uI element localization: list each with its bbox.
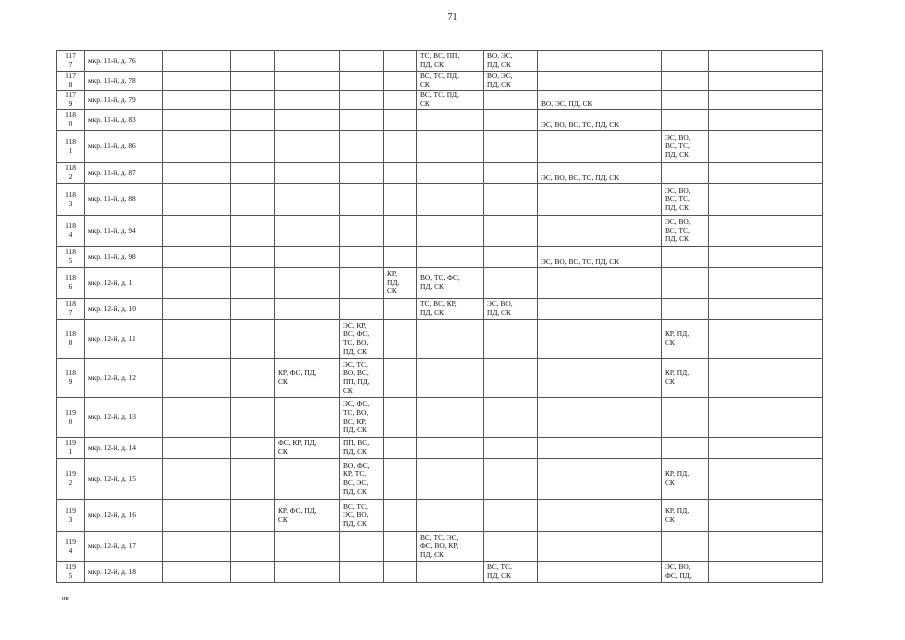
row-number: 118 0 bbox=[57, 110, 85, 131]
work-cell bbox=[417, 320, 484, 359]
work-cell bbox=[275, 459, 340, 500]
address-cell: мкр. 12-й, д. 17 bbox=[85, 532, 163, 562]
address-cell: мкр. 12-й, д. 12 bbox=[85, 359, 163, 398]
table-row bbox=[57, 268, 823, 299]
work-cell bbox=[163, 163, 231, 184]
work-cell: ЭС, ВО, ВС, ТС, ПД, СК bbox=[538, 110, 662, 131]
address-cell: мкр. 12-й, д. 10 bbox=[85, 299, 163, 320]
work-schedule-table bbox=[56, 50, 823, 583]
work-cell: ТС, ВС, ПП, ПД, СК bbox=[417, 51, 484, 72]
work-cell bbox=[662, 72, 709, 91]
work-cell bbox=[484, 91, 538, 110]
table-row bbox=[57, 359, 823, 398]
work-cell bbox=[417, 216, 484, 247]
work-cell bbox=[709, 110, 823, 131]
work-cell bbox=[275, 110, 340, 131]
work-cell bbox=[231, 320, 275, 359]
row-number: 118 5 bbox=[57, 247, 85, 268]
work-cell bbox=[340, 562, 384, 583]
work-cell bbox=[231, 438, 275, 459]
work-cell bbox=[538, 562, 662, 583]
work-cell bbox=[275, 532, 340, 562]
row-number: 118 8 bbox=[57, 320, 85, 359]
work-cell bbox=[709, 131, 823, 163]
work-cell bbox=[340, 163, 384, 184]
work-cell bbox=[538, 216, 662, 247]
work-cell: ЭС, ТС, ВО, ВС, ПП, ПД, СК bbox=[340, 359, 384, 398]
work-cell bbox=[709, 320, 823, 359]
work-cell bbox=[384, 359, 417, 398]
row-number: 118 7 bbox=[57, 299, 85, 320]
row-number: 119 0 bbox=[57, 398, 85, 438]
table-row bbox=[57, 320, 823, 359]
row-number: 119 2 bbox=[57, 459, 85, 500]
work-cell bbox=[709, 184, 823, 216]
row-number: 119 1 bbox=[57, 438, 85, 459]
work-cell bbox=[484, 163, 538, 184]
work-cell bbox=[231, 51, 275, 72]
work-cell bbox=[417, 184, 484, 216]
work-cell bbox=[662, 247, 709, 268]
work-cell: ТС, ВС, КР, ПД, СК bbox=[417, 299, 484, 320]
work-cell bbox=[163, 72, 231, 91]
work-cell: ВС, ТС, ПД, СК bbox=[417, 91, 484, 110]
work-cell bbox=[417, 562, 484, 583]
work-cell bbox=[275, 72, 340, 91]
address-cell: мкр. 12-й, д. 11 bbox=[85, 320, 163, 359]
work-cell: КР, ПД, СК bbox=[662, 359, 709, 398]
address-cell: мкр. 11-й, д. 79 bbox=[85, 91, 163, 110]
address-cell: мкр. 12-й, д. 13 bbox=[85, 398, 163, 438]
table-row bbox=[57, 438, 823, 459]
work-cell bbox=[275, 299, 340, 320]
work-cell bbox=[538, 438, 662, 459]
work-cell bbox=[384, 163, 417, 184]
work-cell: ЭС, КР, ВС, ФС, ТС, ВО, ПД, СК bbox=[340, 320, 384, 359]
work-cell bbox=[709, 268, 823, 299]
row-number: 117 9 bbox=[57, 91, 85, 110]
work-cell bbox=[484, 216, 538, 247]
row-number: 117 8 bbox=[57, 72, 85, 91]
work-cell bbox=[662, 532, 709, 562]
work-cell bbox=[484, 438, 538, 459]
work-cell bbox=[417, 459, 484, 500]
work-cell bbox=[231, 72, 275, 91]
work-cell bbox=[384, 299, 417, 320]
row-number: 118 4 bbox=[57, 216, 85, 247]
work-cell bbox=[484, 459, 538, 500]
work-cell: ЭС, ВО, ВС, ТС, ПД, СК bbox=[662, 184, 709, 216]
work-cell bbox=[709, 532, 823, 562]
work-cell bbox=[231, 268, 275, 299]
work-cell bbox=[484, 131, 538, 163]
work-cell bbox=[662, 110, 709, 131]
work-cell bbox=[231, 299, 275, 320]
work-cell bbox=[484, 398, 538, 438]
address-cell: мкр. 12-й, д. 18 bbox=[85, 562, 163, 583]
table-row bbox=[57, 299, 823, 320]
work-cell bbox=[384, 91, 417, 110]
work-cell bbox=[275, 268, 340, 299]
work-cell: КР, ФС, ПД, СК bbox=[275, 500, 340, 532]
work-cell bbox=[231, 500, 275, 532]
address-cell: мкр. 12-й, д. 15 bbox=[85, 459, 163, 500]
work-cell bbox=[384, 320, 417, 359]
table-row bbox=[57, 91, 823, 110]
work-cell bbox=[384, 131, 417, 163]
work-cell bbox=[340, 184, 384, 216]
table-row bbox=[57, 562, 823, 583]
work-cell: ЭС, ФС, ТС, ВО, ВС, КР, ПД, СК bbox=[340, 398, 384, 438]
work-cell bbox=[384, 51, 417, 72]
work-cell bbox=[484, 268, 538, 299]
work-cell bbox=[275, 131, 340, 163]
work-cell bbox=[384, 532, 417, 562]
work-cell bbox=[538, 268, 662, 299]
work-cell: ЭС, ВО, ВС, ТС, ПД, СК bbox=[662, 216, 709, 247]
work-cell bbox=[538, 51, 662, 72]
table-row bbox=[57, 459, 823, 500]
work-cell: КР, ФС, ПД, СК bbox=[275, 359, 340, 398]
work-cell bbox=[275, 320, 340, 359]
work-cell bbox=[340, 72, 384, 91]
work-cell bbox=[275, 247, 340, 268]
work-cell bbox=[163, 438, 231, 459]
work-cell bbox=[709, 72, 823, 91]
work-cell bbox=[538, 500, 662, 532]
work-cell: ВС, ТС, ПД, СК bbox=[484, 562, 538, 583]
work-cell bbox=[417, 163, 484, 184]
work-cell: ВС, ТС, ЭС, ФС, ВО, КР, ПД, СК bbox=[417, 532, 484, 562]
work-cell bbox=[275, 398, 340, 438]
footer-mark: нв bbox=[62, 595, 69, 602]
address-cell: мкр. 11-й, д. 86 bbox=[85, 131, 163, 163]
work-cell bbox=[384, 184, 417, 216]
work-cell bbox=[231, 91, 275, 110]
work-cell bbox=[384, 398, 417, 438]
table-row bbox=[57, 110, 823, 131]
work-cell bbox=[340, 216, 384, 247]
table-row bbox=[57, 163, 823, 184]
address-cell: мкр. 12-й, д. 16 bbox=[85, 500, 163, 532]
work-cell bbox=[709, 91, 823, 110]
work-cell bbox=[275, 562, 340, 583]
work-cell bbox=[538, 459, 662, 500]
work-cell bbox=[662, 163, 709, 184]
work-cell bbox=[231, 532, 275, 562]
address-cell: мкр. 11-й, д. 87 bbox=[85, 163, 163, 184]
work-cell: КР, ПД, СК bbox=[384, 268, 417, 299]
work-cell bbox=[340, 268, 384, 299]
work-cell bbox=[484, 532, 538, 562]
work-cell: ЭС, ВО, ВС, ТС, ПД, СК bbox=[538, 163, 662, 184]
page-number: 71 bbox=[447, 12, 458, 23]
work-cell bbox=[662, 438, 709, 459]
row-number: 117 7 bbox=[57, 51, 85, 72]
work-cell bbox=[231, 131, 275, 163]
work-cell bbox=[275, 51, 340, 72]
work-cell bbox=[709, 216, 823, 247]
work-cell: ФС, КР, ПД, СК bbox=[275, 438, 340, 459]
work-cell: КР, ПД, СК bbox=[662, 459, 709, 500]
work-cell bbox=[662, 398, 709, 438]
work-cell bbox=[662, 268, 709, 299]
work-cell bbox=[340, 110, 384, 131]
work-cell bbox=[340, 299, 384, 320]
work-cell: ПП, ВС, ПД, СК bbox=[340, 438, 384, 459]
address-cell: мкр. 11-й, д. 78 bbox=[85, 72, 163, 91]
work-cell: ЭС, ВО, ВС, ТС, ПД, СК bbox=[662, 131, 709, 163]
work-cell bbox=[384, 216, 417, 247]
work-cell bbox=[163, 359, 231, 398]
table-row bbox=[57, 247, 823, 268]
work-cell bbox=[163, 216, 231, 247]
work-cell bbox=[709, 438, 823, 459]
work-cell bbox=[538, 398, 662, 438]
work-cell bbox=[231, 247, 275, 268]
work-cell bbox=[484, 110, 538, 131]
work-cell bbox=[709, 51, 823, 72]
work-cell bbox=[538, 359, 662, 398]
work-cell bbox=[709, 163, 823, 184]
table-row bbox=[57, 131, 823, 163]
work-cell: ВС, ТС, ЭС, ВО, ПД, СК bbox=[340, 500, 384, 532]
work-cell bbox=[163, 51, 231, 72]
work-cell bbox=[275, 163, 340, 184]
row-number: 119 5 bbox=[57, 562, 85, 583]
work-cell bbox=[417, 398, 484, 438]
work-cell: ВО, ЭС, ПД, СК bbox=[484, 51, 538, 72]
address-cell: мкр. 11-й, д. 83 bbox=[85, 110, 163, 131]
work-cell bbox=[417, 247, 484, 268]
work-cell bbox=[417, 110, 484, 131]
work-cell bbox=[163, 532, 231, 562]
work-cell: ВО, ТС, ФС, ПД, СК bbox=[417, 268, 484, 299]
work-cell bbox=[709, 500, 823, 532]
work-cell bbox=[538, 320, 662, 359]
work-cell bbox=[384, 72, 417, 91]
row-number: 118 3 bbox=[57, 184, 85, 216]
table-row bbox=[57, 72, 823, 91]
row-number: 118 2 bbox=[57, 163, 85, 184]
work-cell bbox=[163, 500, 231, 532]
work-cell bbox=[484, 500, 538, 532]
work-cell bbox=[231, 163, 275, 184]
work-cell bbox=[163, 299, 231, 320]
work-cell bbox=[484, 184, 538, 216]
work-cell bbox=[484, 320, 538, 359]
work-cell bbox=[662, 299, 709, 320]
work-cell bbox=[340, 532, 384, 562]
work-cell bbox=[275, 216, 340, 247]
work-cell bbox=[340, 51, 384, 72]
table-row bbox=[57, 500, 823, 532]
work-cell bbox=[538, 131, 662, 163]
work-cell bbox=[384, 110, 417, 131]
work-cell bbox=[484, 247, 538, 268]
row-number: 119 3 bbox=[57, 500, 85, 532]
work-cell bbox=[384, 500, 417, 532]
work-cell bbox=[231, 459, 275, 500]
work-cell bbox=[340, 91, 384, 110]
work-cell bbox=[163, 268, 231, 299]
work-cell bbox=[384, 459, 417, 500]
address-cell: мкр. 11-й, д. 76 bbox=[85, 51, 163, 72]
work-cell: ЭС, ВО, ВС, ТС, ПД, СК bbox=[538, 247, 662, 268]
address-cell: мкр. 11-й, д. 88 bbox=[85, 184, 163, 216]
work-cell bbox=[231, 184, 275, 216]
work-cell: КР, ПД, СК bbox=[662, 320, 709, 359]
table-row bbox=[57, 398, 823, 438]
table-row bbox=[57, 216, 823, 247]
work-cell bbox=[538, 299, 662, 320]
work-cell bbox=[484, 359, 538, 398]
address-cell: мкр. 11-й, д. 94 bbox=[85, 216, 163, 247]
work-cell bbox=[709, 562, 823, 583]
table-row bbox=[57, 184, 823, 216]
work-cell bbox=[340, 247, 384, 268]
work-cell bbox=[384, 562, 417, 583]
work-cell bbox=[417, 438, 484, 459]
work-cell bbox=[538, 72, 662, 91]
work-cell bbox=[163, 398, 231, 438]
work-cell bbox=[709, 398, 823, 438]
work-cell bbox=[709, 299, 823, 320]
work-cell: ЭС, ВО, ФС, ПД, bbox=[662, 562, 709, 583]
work-cell bbox=[163, 320, 231, 359]
work-cell bbox=[384, 247, 417, 268]
table-row bbox=[57, 532, 823, 562]
work-cell bbox=[275, 91, 340, 110]
row-number: 118 9 bbox=[57, 359, 85, 398]
table-row bbox=[57, 51, 823, 72]
work-cell bbox=[231, 110, 275, 131]
address-cell: мкр. 12-й, д. 14 bbox=[85, 438, 163, 459]
work-cell: ВС, ТС, ПД, СК bbox=[417, 72, 484, 91]
work-cell bbox=[231, 562, 275, 583]
work-cell bbox=[163, 459, 231, 500]
work-cell bbox=[538, 532, 662, 562]
work-cell bbox=[384, 438, 417, 459]
work-cell bbox=[231, 216, 275, 247]
work-cell bbox=[709, 359, 823, 398]
row-number: 118 6 bbox=[57, 268, 85, 299]
work-cell bbox=[709, 247, 823, 268]
work-cell bbox=[163, 247, 231, 268]
work-cell bbox=[709, 459, 823, 500]
work-cell bbox=[231, 398, 275, 438]
work-cell bbox=[417, 359, 484, 398]
work-cell bbox=[662, 91, 709, 110]
work-cell bbox=[417, 131, 484, 163]
work-cell bbox=[417, 500, 484, 532]
work-cell bbox=[163, 184, 231, 216]
work-cell: ВО, ЭС, ПД, СК bbox=[484, 72, 538, 91]
work-cell bbox=[340, 131, 384, 163]
address-cell: мкр. 12-й, д. 1 bbox=[85, 268, 163, 299]
work-cell bbox=[538, 184, 662, 216]
work-cell bbox=[163, 110, 231, 131]
work-cell bbox=[275, 184, 340, 216]
work-cell: ВО, ФС, КР, ТС, ВС, ЭС, ПД, СК bbox=[340, 459, 384, 500]
row-number: 119 4 bbox=[57, 532, 85, 562]
work-cell bbox=[163, 131, 231, 163]
work-cell: ВО, ЭС, ПД, СК bbox=[538, 91, 662, 110]
work-cell: ЭС, ВО, ПД, СК bbox=[484, 299, 538, 320]
address-cell: мкр. 11-й, д. 98 bbox=[85, 247, 163, 268]
work-cell bbox=[662, 51, 709, 72]
work-cell bbox=[163, 562, 231, 583]
work-cell bbox=[231, 359, 275, 398]
work-cell: КР, ПД, СК bbox=[662, 500, 709, 532]
row-number: 118 1 bbox=[57, 131, 85, 163]
work-cell bbox=[163, 91, 231, 110]
